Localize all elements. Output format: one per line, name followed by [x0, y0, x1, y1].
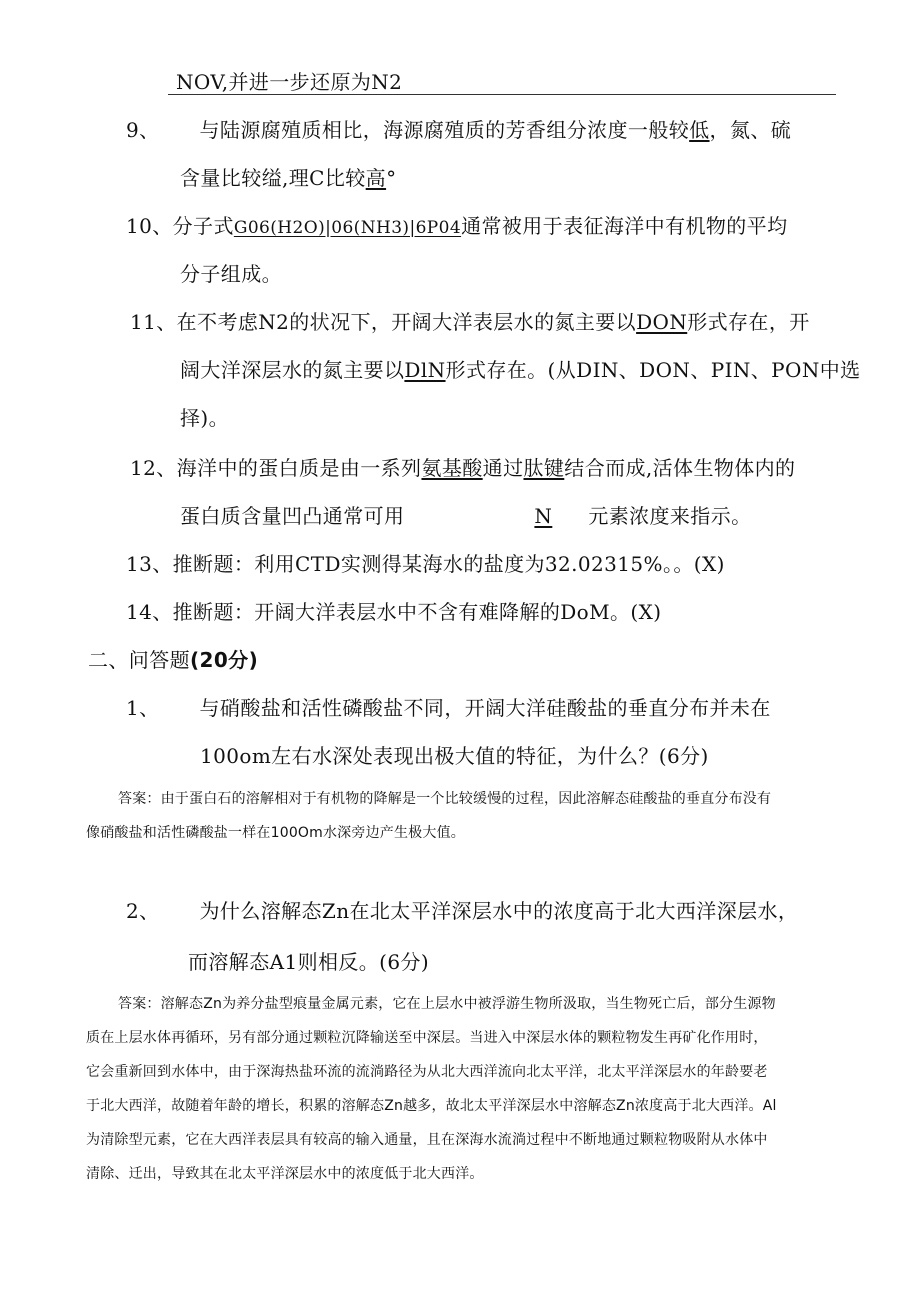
item-10-line-1 — [126, 210, 787, 239]
qa-2-answer-line-2: 质在上层水体再循环，另有部分通过颗粒沉降输送至中深层。当进入中深层水体的颗粒物发生再矿化作用时， — [86, 1030, 768, 1046]
item-10-text-end: 通常被用于表征海洋中有机物的平均 — [461, 214, 788, 238]
item-9-line-2 — [180, 162, 396, 191]
item-10-line-2 — [180, 258, 282, 287]
section-2-title: 二、问答题 — [88, 648, 190, 672]
item-10-text-2: 分子组成。 — [180, 262, 282, 286]
item-11-text-2-end: 形式存在。(从DIN、DON、PIN、PON中选 — [445, 358, 861, 382]
item-11-line-1 — [130, 306, 810, 335]
item-12-answer-3: N — [534, 504, 553, 528]
continuation-line — [176, 66, 402, 95]
item-11-text: 在不考虑N2的状况下，开阔大洋表层水的氮主要以 — [176, 310, 637, 334]
qa-2-answer-line-3: 它会重新回到水体中，由于深海热盐环流的流淌路径为从北大西洋流向北太平洋，北太平洋深层水的年龄要老 — [86, 1064, 768, 1080]
qa-1-question-line-1 — [126, 692, 771, 721]
item-12-text: 海洋中的蛋白质是由一系列 — [176, 456, 422, 480]
item-12-line-1 — [130, 452, 795, 481]
item-9-answer-1: 低 — [689, 118, 710, 142]
qa-2-question-line-2 — [188, 946, 429, 975]
item-12-answer-2: 肽键 — [523, 456, 565, 480]
item-9-text: 与陆源腐殖质相比，海源腐殖质的芳香组分浓度一般较 — [199, 118, 690, 142]
section-2-heading — [88, 644, 258, 673]
item-9-number: 9、 — [126, 118, 160, 142]
item-12-line-2 — [180, 500, 752, 529]
item-12-text-2-end: 元素浓度来指示。 — [588, 504, 752, 528]
item-12-text-2: 蛋白质含量凹凸通常可用 — [180, 504, 405, 528]
item-10-answer: G06(H2O)|06(NH3)|6P04 — [233, 218, 462, 238]
item-13-text: 13、推断题：利用CTD实测得某海水的盐度为32.02315%。。(X) — [126, 552, 725, 576]
item-10-number: 10、 — [126, 214, 173, 238]
item-9-answer-2: 高 — [365, 166, 387, 190]
qa-2-answer-line-1: 答案：溶解态Zn为养分盐型痕量金属元素，它在上层水中被浮游生物所汲取，当生物死亡后，部分生源物 — [118, 996, 776, 1012]
item-12-text-end: 结合而成,活体生物体内的 — [564, 456, 796, 480]
item-9-text-end: ，氮、硫 — [709, 118, 792, 142]
item-14-text: 14、推断题：开阔大洋表层水中不含有难降解的DoM。(X) — [126, 600, 662, 624]
item-9-line-1 — [126, 114, 791, 143]
item-10-text: 分子式 — [172, 214, 234, 238]
item-13-line — [126, 548, 725, 577]
qa-2-answer-line-4: 于北大西洋，故随着年龄的增长，积累的溶解态Zn越多，故北太平洋深层水中溶解态Zn浓度高于北大西洋。Al — [86, 1098, 777, 1114]
qa-1-number: 1、 — [126, 696, 160, 720]
item-12-text-mid: 通过 — [482, 456, 524, 480]
qa-2-number: 2、 — [126, 899, 160, 923]
item-12-answer-1: 氨基酸 — [421, 456, 483, 480]
item-11-number: 11、 — [130, 310, 177, 334]
qa-1-question-line-2 — [200, 740, 709, 769]
section-2-score: (20分) — [190, 648, 259, 672]
continuation-text: NOV,并进一步还原为N2 — [176, 70, 403, 94]
qa-2-question-line-1 — [126, 895, 798, 924]
qa-1-answer-line-2: 像硝酸盐和活性磷酸盐一样在100Om水深旁边产生极大值。 — [86, 825, 465, 841]
qa-2-question-text-2: 而溶解态A1则相反。(6分) — [188, 950, 430, 974]
item-11-text-2: 阔大洋深层水的氮主要以 — [180, 358, 405, 382]
item-11-text-3: 择)。 — [180, 406, 230, 430]
qa-2-question-text: 为什么溶解态Zn在北太平洋深层水中的浓度高于北大西洋深层水， — [199, 899, 799, 923]
qa-1-question-text-2: 100om左右水深处表现出极大值的特征，为什么？(6分) — [200, 744, 709, 768]
qa-2-answer-line-5: 为清除型元素，它在大西洋表层具有较高的输入通量，且在深海水流淌过程中不断地通过颗粒物吸附从水体中 — [86, 1132, 768, 1148]
qa-2-answer-line-6: 清除、迁出，导致其在北太平洋深层水中的浓度低于北大西洋。 — [86, 1166, 484, 1182]
item-11-text-end: 形式存在，开 — [687, 310, 810, 334]
item-11-answer-1: DON — [636, 310, 688, 334]
qa-1-question-text: 与硝酸盐和活性磷酸盐不同，开阔大洋硅酸盐的垂直分布并未在 — [199, 696, 771, 720]
item-9-text-2: 含量比较缢,理C比较 — [180, 166, 366, 190]
item-12-number: 12、 — [130, 456, 177, 480]
item-11-line-3 — [180, 402, 229, 431]
qa-1-answer-line-1: 答案：由于蛋白石的溶解相对于有机物的降解是一个比较缓慢的过程，因此溶解态硅酸盐的垂直分布没有 — [118, 791, 772, 807]
header-rule — [168, 94, 836, 95]
item-14-line — [126, 596, 661, 625]
item-9-text-2-end: ° — [386, 166, 397, 190]
item-11-answer-2: DlN — [404, 358, 446, 382]
item-11-line-2 — [180, 354, 861, 383]
